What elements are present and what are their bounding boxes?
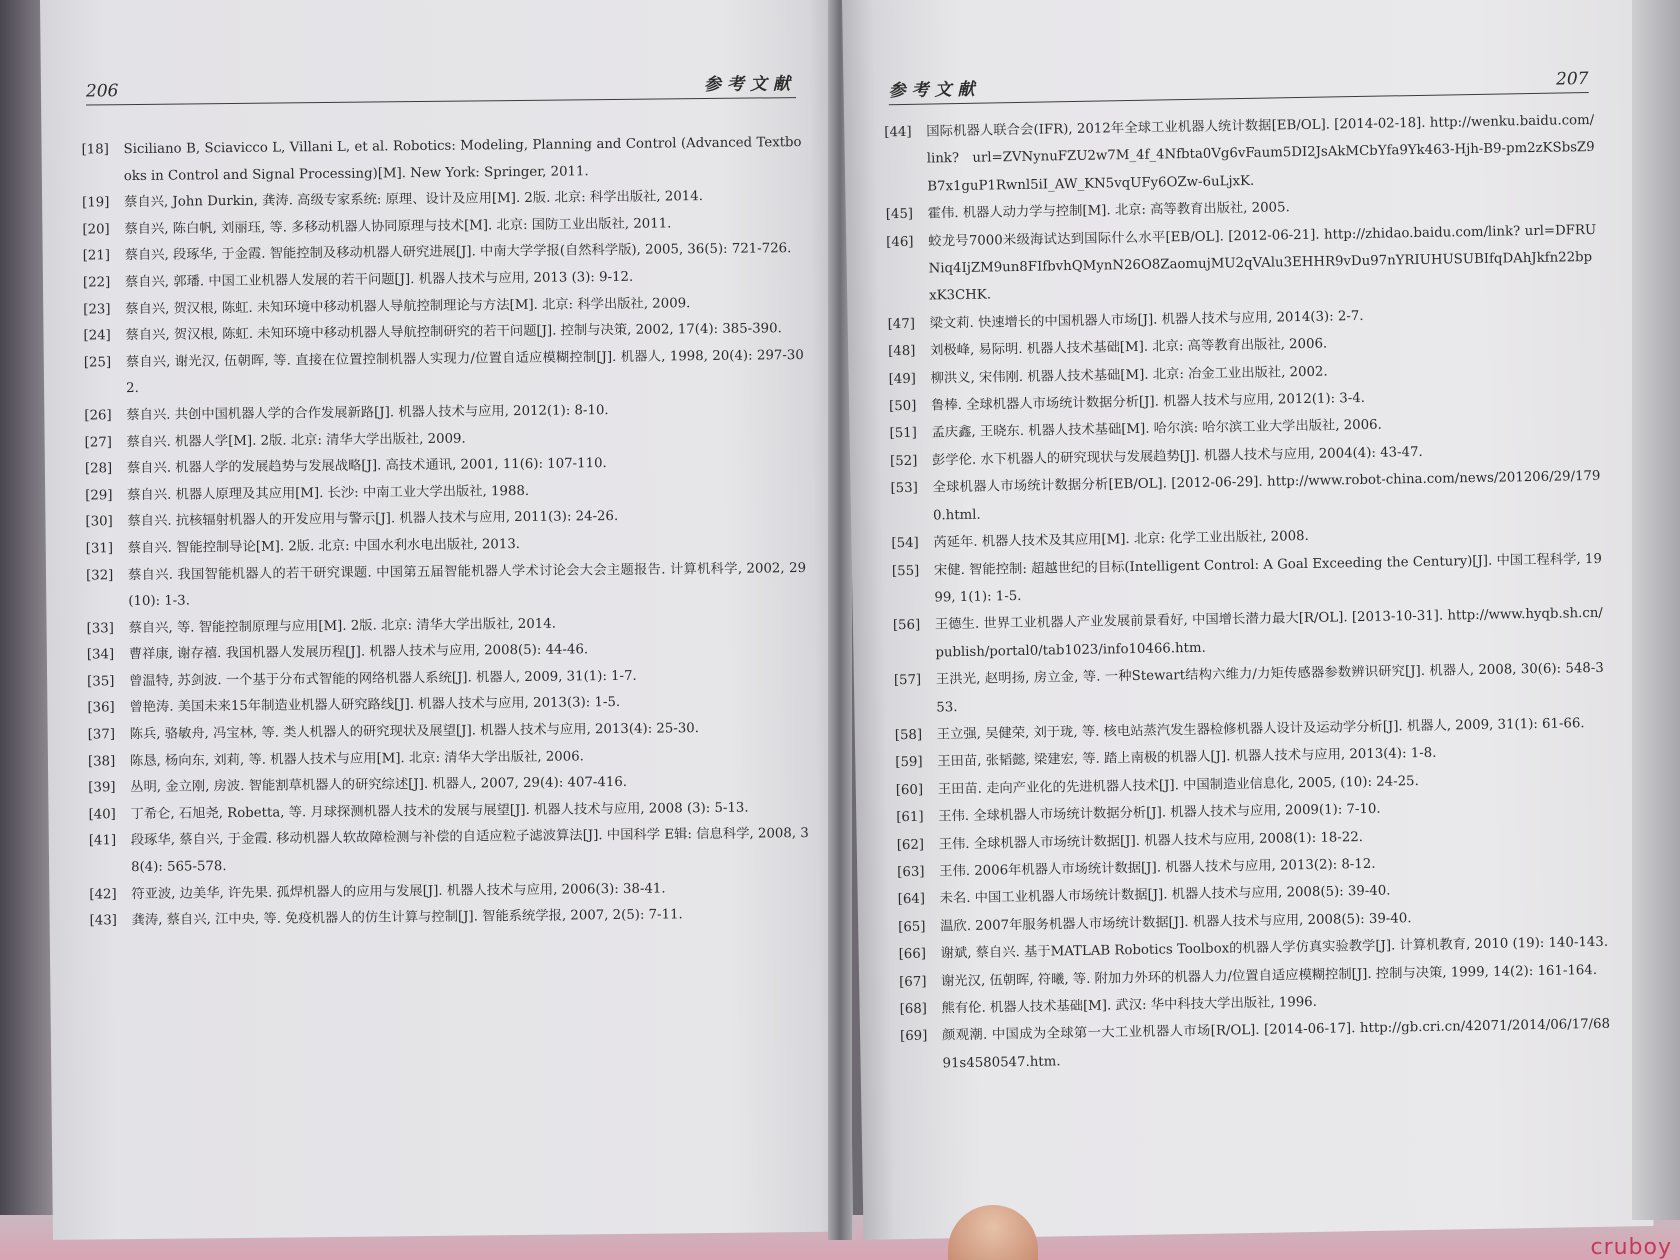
reference-number: [36] [87, 700, 115, 717]
reference-text: Siciliano B, Sciavicco L, Villani L, et al. Robotics: Modeling, Planning and Control (Advanced Textbooks in Control and Signal Processing)[M]. New York: Springer, 2011. [123, 135, 802, 184]
reference-text: 温欣. 2007年服务机器人市场统计数据[J]. 机器人技术与应用, 2008(5): 39-40. [940, 910, 1412, 935]
reference-text: 蔡自兴. 共创中国机器人学的合作发展新路[J]. 机器人技术与应用, 2012(1): 8-10. [126, 403, 609, 424]
reference-text: 蔡自兴, 贺汉根, 陈虹. 未知环境中移动机器人导航控制理论与方法[M]. 北京: 科学出版社, 2009. [125, 295, 691, 317]
reference-text: 蔡自兴, 郭璠. 中国工业机器人发展的若干问题[J]. 机器人技术与应用, 2013 (3): 9-12. [124, 269, 634, 291]
reference-text: 王德生. 世界工业机器人产业发展前景看好, 中国增长潜力最大[R/OL]. [2013-10-31]. http://www.hyqb.sh.cn/publish/portal0/tab1023/info10466.htm. [934, 606, 1603, 661]
reference-number: [66] [898, 946, 927, 963]
reference-text: 王立强, 吴健荣, 刘于珑, 等. 核电站蒸汽发生器检修机器人设计及运动学分析[J]. 机器人, 2009, 31(1): 61-66. [936, 716, 1585, 743]
reference-number: [47] [887, 316, 916, 333]
reference-text: 熊有伦. 机器人技术基础[M]. 武汉: 华中科技大学出版社, 1996. [941, 994, 1318, 1017]
reference-entry [89, 821, 810, 882]
reference-number: [61] [896, 809, 924, 826]
reference-number: [49] [888, 371, 917, 387]
reference-text: 蔡自兴, 贺汉根, 陈虹. 未知环境中移动机器人导航控制研究的若干问题[J]. 控制与决策, 2002, 17(4): 385-390. [125, 321, 782, 344]
reference-number: [44] [884, 124, 912, 141]
reference-number: [30] [85, 514, 113, 530]
reference-number: [45] [885, 207, 914, 223]
right-page-header [888, 59, 1588, 105]
reference-entry [900, 1011, 1611, 1078]
reference-text: 蔡自兴, 谢光汉, 伍朝晖, 等. 直接在位置控制机器人实现力/位置自适应模糊控制[J]. 机器人, 1998, 20(4): 297-302. [125, 347, 804, 397]
watermark-text: cruboy [1590, 1235, 1672, 1260]
reference-entry [886, 217, 1597, 312]
reference-text: 曾艳涛. 美国未来15年制造业机器人研究路线[J]. 机器人技术与应用, 2013(3): 1-5. [129, 695, 621, 716]
reference-number: [65] [898, 919, 926, 935]
reference-number: [58] [894, 727, 923, 744]
reference-number: [27] [84, 434, 113, 451]
reference-number: [64] [897, 892, 926, 908]
left-page-header [86, 64, 796, 105]
reference-text: 蔡自兴, 等. 智能控制原理与应用[M]. 2版. 北京: 清华大学出版社, 2014. [128, 616, 556, 636]
reference-number: [46] [886, 234, 914, 250]
reference-text: 彭学伦. 水下机器人的研究现状与发展趋势[J]. 机器人技术与应用, 2004(4): 43-47. [931, 444, 1423, 469]
reference-number: [69] [899, 1029, 928, 1045]
reference-number: [31] [85, 541, 114, 557]
reference-text: 龚涛, 蔡自兴, 江中央, 等. 免疫机器人的仿生计算与控制[J]. 智能系统学报, 2007, 2(5): 7-11. [131, 907, 683, 929]
reference-text: 蔡自兴. 我国智能机器人的若干研究课题. 中国第五届智能机器人学术讨论会大会主题报告. 计算机科学, 2002, 29(10): 1-3. [127, 560, 807, 610]
reference-number: [35] [87, 674, 115, 690]
page-stack-edge [1632, 0, 1680, 1220]
reference-text: 蔡自兴, 陈白帆, 刘丽珏, 等. 多移动机器人协同原理与技术[M]. 北京: 国防工业出版社, 2011. [124, 216, 672, 237]
reference-text: 段琢华, 蔡自兴, 于金霞. 移动机器人软故障检测与补偿的自适应粒子滤波算法[J]. 中国科学 E辑: 信息科学, 2008, 38(4): 565-578. [130, 826, 809, 876]
reference-text: 曹祥康, 谢存禧. 我国机器人发展历程[J]. 机器人技术与应用, 2008(5): 44-46. [128, 642, 589, 663]
reference-text: 王伟. 全球机器人市场统计数据[J]. 机器人技术与应用, 2008(1): 18-22. [938, 829, 1364, 853]
reference-text: 符亚波, 边美华, 许先果. 孤焊机器人的应用与发展[J]. 机器人技术与应用, 2006(3): 38-41. [131, 881, 666, 902]
reference-number: [24] [83, 328, 111, 344]
header-title: 参考文献 [703, 74, 797, 96]
reference-number: [32] [85, 567, 114, 584]
reference-text: 孟庆鑫, 王晓东. 机器人技术基础[M]. 哈尔滨: 哈尔滨工业大学出版社, 2006. [931, 418, 1382, 441]
reference-text: 霍伟. 机器人动力学与控制[M]. 北京: 高等教育出版社, 2005. [927, 200, 1290, 222]
reference-number: [34] [86, 647, 115, 663]
reference-text: 刘极峰, 易际明. 机器人技术基础[M]. 北京: 高等教育出版社, 2006. [930, 336, 1328, 359]
reference-number: [43] [89, 913, 118, 929]
right-page [842, 0, 1654, 1240]
reference-text: 谢斌, 蔡自兴. 基于MATLAB Robotics Toolbox的机器人学仿真实验教学[J]. 计算机教育, 2010 (19): 140-143. [940, 934, 1609, 962]
reference-list [81, 130, 809, 935]
reference-number: [29] [85, 487, 113, 504]
reference-text: 蔡自兴. 抗核辐射机器人的开发应用与警示[J]. 机器人技术与应用, 2011(3): 24-26. [127, 509, 619, 530]
page-number: 206 [85, 81, 119, 102]
reference-list [884, 107, 1611, 1078]
reference-number: [37] [87, 727, 116, 743]
reference-number: [67] [899, 974, 927, 990]
reference-number: [68] [899, 1001, 928, 1018]
reference-text: 颜观潮. 中国成为全球第一大工业机器人市场[R/OL]. [2014-06-17]. http://gb.cri.cn/42071/2014/06/17/6891s4580547.htm. [941, 1017, 1611, 1072]
reference-text: 蔡自兴, 段琢华, 于金霞. 智能控制及移动机器人研究进展[J]. 中南大学学报(自然科学版), 2005, 36(5): 721-726. [124, 241, 792, 264]
reference-number: [55] [891, 563, 920, 579]
reference-number: [41] [88, 833, 117, 849]
reference-entry [86, 556, 807, 617]
reference-number: [51] [889, 426, 918, 442]
reference-text: 陈恳, 杨向东, 刘莉, 等. 机器人技术与应用[M]. 北京: 清华大学出版社, 2006. [129, 749, 584, 769]
reference-number: [50] [888, 398, 917, 415]
reference-number: [21] [82, 248, 111, 264]
reference-text: 蔡自兴, John Durkin, 龚涛. 高级专家系统: 原理、设计及应用[M]. 2版. 北京: 科学出版社, 2014. [124, 189, 703, 211]
reference-text: 王田苗, 张韬懿, 梁建宏, 等. 踏上南极的机器人[J]. 机器人技术与应用, 2013(4): 1-8. [937, 746, 1437, 770]
reference-entry [84, 343, 805, 404]
reference-text: 王洪光, 赵明扬, 房立金, 等. 一种Stewart结构六维力/力矩传感器参数辨识研究[J]. 机器人, 2008, 30(6): 548-353. [935, 660, 1604, 715]
reference-text: 国际机器人联合会(IFR), 2012年全球工业机器人统计数据[EB/OL]. [2014-02-18]. http://wenku.baidu.com/link? url=ZVNynuFZU2w7M_4f_4Nfbta0Vg6vFaum5DI2JsAkMCbYfa9Yk463-Hjh-B9-pm2zKSbsZ9B7x1guP1Rwnl5iI_AW_KN5vqUFy6OZw-6uLjxK. [926, 112, 1595, 195]
reference-number: [18] [81, 142, 109, 158]
reference-text: 蛟龙号7000米级海试达到国际什么水平[EB/OL]. [2012-06-21]. http://zhidao.baidu.com/link? url=DFRUNiq4IjZM9un8FIfbvhQMynN26O8ZaomujMU2qVAlu3EHHR9vDu97nYRIUHUSUBIfqDAhJkfn22bpxK3CHK. [928, 222, 1597, 304]
reference-number: [40] [88, 807, 116, 823]
reference-number: [19] [82, 195, 110, 211]
reference-number: [62] [896, 837, 925, 853]
reference-entry [81, 130, 802, 191]
reference-number: [63] [897, 864, 925, 881]
reference-text: 蔡自兴. 智能控制导论[M]. 2版. 北京: 中国水利水电出版社, 2013. [127, 536, 521, 557]
reference-number: [28] [84, 461, 113, 477]
reference-text: 柳洪义, 宋伟刚. 机器人技术基础[M]. 北京: 冶金工业出版社, 2002. [930, 364, 1328, 387]
reference-text: 蔡自兴. 机器人原理及其应用[M]. 长沙: 中南工业大学出版社, 1988. [127, 483, 530, 503]
reference-text: 全球机器人市场统计数据分析[EB/OL]. [2012-06-29]. http://www.robot-china.com/news/201206/29/1790.html. [932, 469, 1601, 524]
reference-text: 丁希仑, 石旭尧, Robetta, 等. 月球探测机器人技术的发展与展望[J]. 机器人技术与应用, 2008 (3): 5-13. [130, 800, 749, 822]
reference-text: 曾温特, 苏剑波. 一个基于分布式智能的网络机器人系统[J]. 机器人, 2009, 31(1): 1-7. [129, 668, 637, 689]
reference-number: [52] [889, 453, 918, 470]
reference-number: [53] [890, 481, 918, 497]
reference-text: 谢光汉, 伍朝晖, 符曦, 等. 附加力外环的机器人力/位置自适应模糊控制[J]. 控制与决策, 1999, 14(2): 161-164. [941, 962, 1598, 990]
reference-number: [23] [83, 301, 111, 318]
reference-text: 王伟. 全球机器人市场统计数据分析[J]. 机器人技术与应用, 2009(1): 7-10. [938, 801, 1381, 825]
reference-number: [38] [87, 753, 116, 770]
reference-text: 丛明, 金立刚, 房波. 智能割草机器人的研究综述[J]. 机器人, 2007, 29(4): 407-416. [130, 775, 628, 796]
reference-text: 宋健. 智能控制: 超越世纪的目标(Intelligent Control: A Goal Exceeding the Century)[J]. 中国工程科学, 1999, 1(1): 1-5. [933, 551, 1602, 606]
reference-number: [33] [86, 620, 114, 637]
reference-text: 蔡自兴. 机器人学的发展趋势与发展战略[J]. 高技术通讯, 2001, 11(6): 107-110. [126, 456, 607, 477]
reference-number: [57] [893, 672, 922, 689]
page-number: 207 [1555, 68, 1589, 90]
reference-number: [26] [84, 408, 112, 424]
reference-number: [56] [892, 618, 921, 634]
reference-number: [39] [88, 780, 116, 796]
reference-text: 王田苗. 走向产业化的先进机器人技术[J]. 中国制造业信息化, 2005, (10): 24-25. [937, 773, 1419, 798]
reference-number: [59] [895, 755, 923, 771]
reference-number: [22] [82, 275, 111, 291]
reference-text: 梁文莉. 快速增长的中国机器人市场[J]. 机器人技术与应用, 2014(3): 2-7. [929, 308, 1364, 332]
reference-number: [48] [888, 344, 916, 360]
reference-text: 鲁棒. 全球机器人市场统计数据分析[J]. 机器人技术与应用, 2012(1): 3-4. [930, 390, 1366, 414]
reference-text: 芮延年. 机器人技术及其应用[M]. 北京: 化学工业出版社, 2008. [933, 529, 1309, 551]
reference-text: 陈兵, 骆敏舟, 冯宝林, 等. 类人机器人的研究现状及展望[J]. 机器人技术与应用, 2013(4): 25-30. [129, 721, 700, 743]
reference-number: [42] [89, 886, 117, 903]
reference-text: 未名. 中国工业机器人市场统计数据[J]. 机器人技术与应用, 2008(5): 39-40. [939, 883, 1391, 907]
reference-number: [25] [83, 355, 112, 371]
reference-text: 蔡自兴. 机器人学[M]. 2版. 北京: 清华大学出版社, 2009. [126, 431, 466, 450]
reference-number: [20] [82, 222, 110, 238]
header-title: 参考文献 [888, 79, 981, 102]
left-page [40, 0, 853, 1240]
reference-entry [884, 107, 1595, 202]
reference-text: 王伟. 2006年机器人市场统计数据[J]. 机器人技术与应用, 2013(2): 8-12. [939, 856, 1376, 880]
reference-number: [54] [891, 535, 919, 552]
reference-number: [60] [895, 782, 924, 798]
